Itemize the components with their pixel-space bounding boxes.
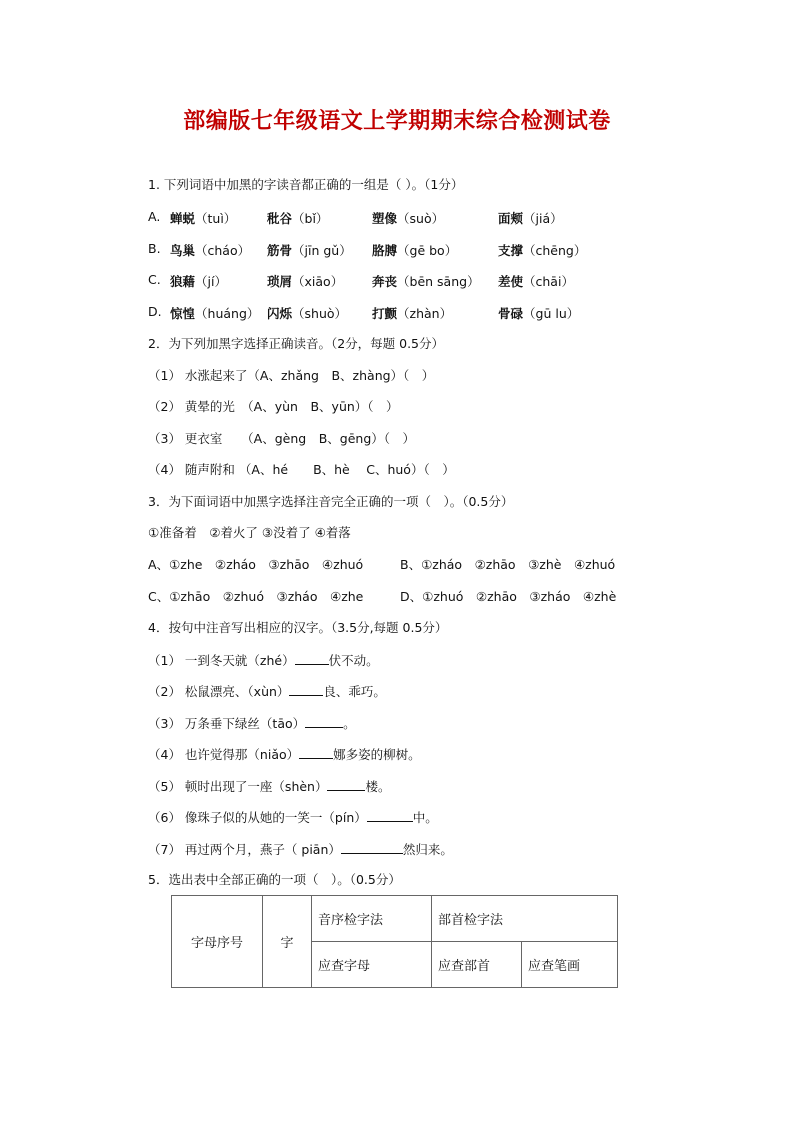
reading: （suò） <box>397 211 445 226</box>
answer-blank[interactable] <box>289 683 323 696</box>
bold-word: 打颤 <box>372 306 398 321</box>
q4-item-text: 中。 <box>412 810 438 825</box>
reading: （gē bo） <box>397 243 458 258</box>
bold-word: 蝉蜕 <box>170 211 196 226</box>
answer-blank[interactable] <box>299 746 333 759</box>
q2-prompt: 2．为下列加黑字选择正确读音。（2分，每题 0.5分） <box>148 336 445 351</box>
answer-blank[interactable] <box>327 778 365 791</box>
reading: （gū lu） <box>523 306 580 321</box>
bold-word: 面颊 <box>498 211 524 226</box>
q4-item <box>148 683 386 700</box>
q3-option-a: A、①zhe ②zháo ③zhāo ④zhuó <box>148 557 364 572</box>
bold-word: 骨碌 <box>498 306 524 321</box>
reading: （tuì） <box>195 211 237 226</box>
q2-item: （2） 黄晕的光 （A、yùn B、yūn）（ ） <box>148 399 399 414</box>
reading: （chēng） <box>523 243 587 258</box>
q4-item <box>148 746 421 763</box>
q4-item-text: （7） 再过两个月，燕子（ piān） <box>148 842 341 857</box>
q3-prompt: 3．为下面词语中加黑字选择注音完全正确的一项（ ）。（0.5分） <box>148 494 514 509</box>
option-label: B. <box>148 241 161 256</box>
q4-item <box>148 778 391 795</box>
header-phonetic-lookup: 音序检字法 <box>312 896 432 942</box>
subheader-letter: 应查字母 <box>312 942 432 988</box>
bold-word: 支撑 <box>498 243 524 258</box>
bold-word: 惊惶 <box>170 306 196 321</box>
q3-option-d: D、①zhuó ②zhāo ③zháo ④zhè <box>400 589 617 604</box>
subheader-radical: 应查部首 <box>432 942 522 988</box>
option-label: D. <box>148 304 162 319</box>
bold-word: 狼藉 <box>170 274 196 289</box>
q3-option-b: B、①zháo ②zhāo ③zhè ④zhuó <box>400 557 616 572</box>
answer-blank[interactable] <box>295 652 329 665</box>
answer-blank[interactable] <box>367 809 413 822</box>
q1-prompt: 1. 下列词语中加黑的字读音都正确的一组是（ ）。（1分） <box>148 177 464 192</box>
bold-word: 差使 <box>498 274 524 289</box>
q2-item: （4） 随声附和 （A、hé B、hè C、huó）（ ） <box>148 462 455 477</box>
header-radical-lookup: 部首检字法 <box>432 896 618 942</box>
reading: （cháo） <box>195 243 251 258</box>
q4-item <box>148 809 438 826</box>
q5-prompt: 5．选出表中全部正确的一项（ ）。（0.5分） <box>148 872 401 887</box>
bold-word: 闪烁 <box>267 306 293 321</box>
q4-item-text: 娜多姿的柳树。 <box>333 747 421 762</box>
bold-word: 琐屑 <box>267 274 293 289</box>
q4-item-text: （3） 万条垂下绿丝（tāo） <box>148 716 306 731</box>
page-title: 部编版七年级语文上学期期末综合检测试卷 <box>183 109 611 134</box>
q4-item-text: （5） 顿时出现了一座（shèn） <box>148 779 328 794</box>
bold-word: 塑像 <box>372 211 398 226</box>
q4-item-text: 良、乖巧。 <box>323 684 386 699</box>
bold-word: 秕谷 <box>267 211 293 226</box>
lookup-table <box>171 895 618 988</box>
q4-item-text: （4） 也许觉得那（niǎo） <box>148 747 300 762</box>
q4-item-text: 然归来。 <box>402 842 453 857</box>
q4-item <box>148 652 379 669</box>
q2-item: （3） 更衣室 （A、gèng B、gēng）（ ） <box>148 431 416 446</box>
q3-words: ①准备着 ②着火了 ③没着了 ④着落 <box>148 525 351 540</box>
header-character: 字 <box>263 896 312 988</box>
bold-word: 奔丧 <box>372 274 398 289</box>
answer-blank[interactable] <box>305 715 343 728</box>
q4-item-text: （1） 一到冬天就（zhé） <box>148 653 295 668</box>
reading: （jiá） <box>523 211 563 226</box>
q4-item <box>148 715 356 732</box>
bold-word: 筋骨 <box>267 243 293 258</box>
reading: （jīn gǔ） <box>292 243 352 258</box>
reading: （zhàn） <box>397 306 453 321</box>
q4-item-text: 伏不动。 <box>328 653 379 668</box>
reading: （xiāo） <box>292 274 344 289</box>
reading: （huáng） <box>195 306 260 321</box>
bold-word: 胳膊 <box>372 243 398 258</box>
reading: （bēn sāng） <box>397 274 480 289</box>
q3-option-c: C、①zhāo ②zhuó ③zháo ④zhe <box>148 589 364 604</box>
subheader-strokes: 应查笔画 <box>522 942 618 988</box>
reading: （shuò） <box>292 306 348 321</box>
reading: （jí） <box>195 274 227 289</box>
answer-blank[interactable] <box>341 841 403 854</box>
q4-item-text: （2） 松鼠漂亮、（xùn） <box>148 684 290 699</box>
q4-item-text: （6） 像珠子似的从她的一笑一（pín） <box>148 810 367 825</box>
header-letter-number: 字母序号 <box>172 896 263 988</box>
option-label: A. <box>148 209 161 224</box>
bold-word: 鸟巢 <box>170 243 196 258</box>
q2-item: （1） 水涨起来了（A、zhǎng B、zhàng）（ ） <box>148 368 435 383</box>
q4-item-text: 。 <box>343 716 356 731</box>
reading: （chāi） <box>523 274 574 289</box>
q4-prompt: 4．按句中注音写出相应的汉字。（3.5分,每题 0.5分） <box>148 620 448 635</box>
option-label: C. <box>148 272 161 287</box>
reading: （bǐ） <box>292 211 329 226</box>
q4-item <box>148 841 453 858</box>
q4-item-text: 楼。 <box>365 779 391 794</box>
